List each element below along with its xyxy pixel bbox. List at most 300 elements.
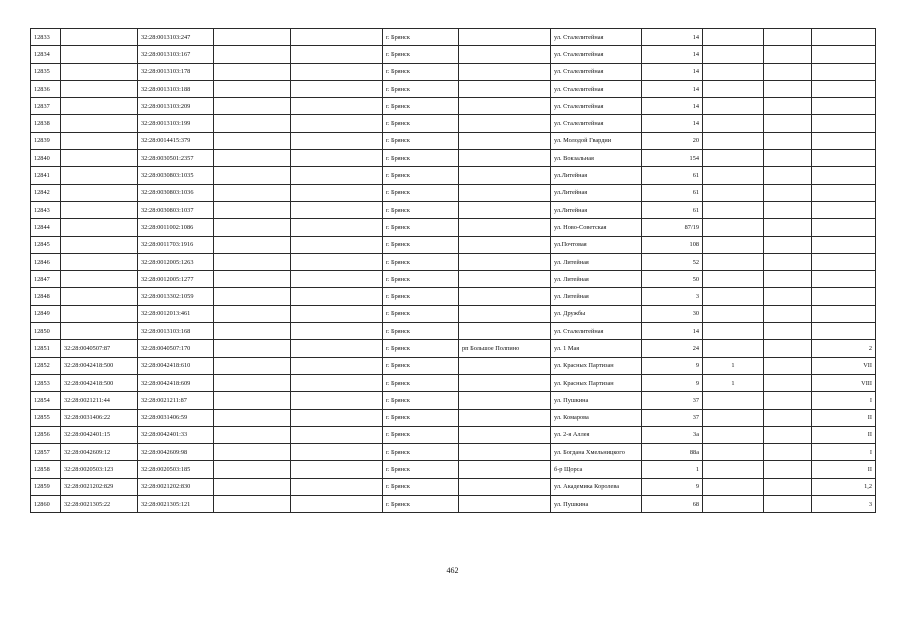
- cell-settlement: [459, 98, 551, 115]
- cell-settlement: [459, 374, 551, 391]
- cell-blank-col-11: [764, 201, 812, 218]
- table-row: [31, 167, 876, 184]
- register-table: [30, 28, 876, 513]
- cell-record-number: 12837: [31, 98, 61, 115]
- cell-house-number: 50: [642, 271, 703, 288]
- cell-house-number: 108: [642, 236, 703, 253]
- cell-settlement: [459, 80, 551, 97]
- cell-room: II: [812, 426, 876, 443]
- table-row: [31, 496, 876, 513]
- cell-blank-col-5: [291, 478, 383, 495]
- cell-street: ул. Красных Партизан: [551, 374, 642, 391]
- cell-blank-col-4: [214, 426, 291, 443]
- cell-blank-col-11: [764, 323, 812, 340]
- table-row: [31, 253, 876, 270]
- cell-record-number: 12851: [31, 340, 61, 357]
- cell-cadastral-number-object: 32:28:0014415:379: [138, 132, 214, 149]
- cell-city: г. Брянск: [383, 219, 459, 236]
- cell-house-number: 61: [642, 167, 703, 184]
- cell-blank-col-11: [764, 184, 812, 201]
- cell-settlement: [459, 271, 551, 288]
- cell-blank-col-11: [764, 63, 812, 80]
- cell-street: ул. Сталелитейная: [551, 29, 642, 46]
- cell-blank-col-11: [764, 236, 812, 253]
- cell-blank-col-4: [214, 63, 291, 80]
- cell-blank-col-4: [214, 167, 291, 184]
- cell-city: г. Брянск: [383, 271, 459, 288]
- cell-cadastral-number-object: 32:28:0031406:59: [138, 409, 214, 426]
- cell-blank-col-11: [764, 478, 812, 495]
- cell-house-number: 30: [642, 305, 703, 322]
- cell-cadastral-number-parcel: [61, 219, 138, 236]
- cell-blank-col-11: [764, 357, 812, 374]
- cell-blank-col-5: [291, 496, 383, 513]
- cell-street: б-р Щорса: [551, 461, 642, 478]
- cell-cadastral-number-object: 32:28:0013103:199: [138, 115, 214, 132]
- cell-blank-col-4: [214, 444, 291, 461]
- cell-house-number: 37: [642, 409, 703, 426]
- cell-room: 1,2: [812, 478, 876, 495]
- cell-street: ул. Пушкина: [551, 496, 642, 513]
- cell-cadastral-number-object: 32:28:0012005:1263: [138, 253, 214, 270]
- cell-cadastral-number-object: 32:28:0040507:170: [138, 340, 214, 357]
- table-row: [31, 288, 876, 305]
- cell-blank-col-4: [214, 461, 291, 478]
- cell-blank-col-4: [214, 340, 291, 357]
- cell-blank-col-4: [214, 132, 291, 149]
- cell-city: г. Брянск: [383, 323, 459, 340]
- cell-cadastral-number-parcel: 32:28:0042418:500: [61, 374, 138, 391]
- cell-settlement: [459, 478, 551, 495]
- cell-record-number: 12852: [31, 357, 61, 374]
- cell-settlement: [459, 167, 551, 184]
- cell-street: ул. Сталелитейная: [551, 63, 642, 80]
- cell-blank-col-4: [214, 305, 291, 322]
- cell-city: г. Брянск: [383, 132, 459, 149]
- cell-settlement: [459, 409, 551, 426]
- cell-street: ул. Литейная: [551, 253, 642, 270]
- table-row: [31, 323, 876, 340]
- cell-cadastral-number-parcel: [61, 98, 138, 115]
- cell-cadastral-number-parcel: [61, 132, 138, 149]
- cell-settlement: [459, 29, 551, 46]
- cell-street: ул. Сталелитейная: [551, 46, 642, 63]
- table-row: [31, 115, 876, 132]
- cell-blank-col-4: [214, 46, 291, 63]
- cell-building: [703, 444, 764, 461]
- cell-cadastral-number-parcel: 32:28:0031406:22: [61, 409, 138, 426]
- cell-cadastral-number-parcel: [61, 46, 138, 63]
- cell-record-number: 12846: [31, 253, 61, 270]
- cell-blank-col-5: [291, 167, 383, 184]
- cell-cadastral-number-parcel: [61, 323, 138, 340]
- cell-house-number: 154: [642, 150, 703, 167]
- cell-cadastral-number-object: 32:28:0021202:830: [138, 478, 214, 495]
- cell-street: ул.Литейная: [551, 184, 642, 201]
- cell-house-number: 88а: [642, 444, 703, 461]
- cell-cadastral-number-object: 32:28:0013103:209: [138, 98, 214, 115]
- cell-blank-col-4: [214, 409, 291, 426]
- cell-city: г. Брянск: [383, 409, 459, 426]
- cell-building: [703, 150, 764, 167]
- cell-settlement: [459, 219, 551, 236]
- cell-blank-col-11: [764, 29, 812, 46]
- cell-blank-col-11: [764, 98, 812, 115]
- cell-blank-col-11: [764, 115, 812, 132]
- cell-blank-col-11: [764, 426, 812, 443]
- cell-blank-col-5: [291, 392, 383, 409]
- table-row: [31, 271, 876, 288]
- cell-blank-col-4: [214, 496, 291, 513]
- cell-record-number: 12848: [31, 288, 61, 305]
- cell-house-number: 9: [642, 478, 703, 495]
- cell-room: [812, 80, 876, 97]
- cell-blank-col-4: [214, 253, 291, 270]
- cell-room: [812, 201, 876, 218]
- cell-blank-col-5: [291, 150, 383, 167]
- cell-building: [703, 271, 764, 288]
- cell-city: г. Брянск: [383, 46, 459, 63]
- cell-city: г. Брянск: [383, 496, 459, 513]
- table-row: [31, 46, 876, 63]
- cell-house-number: 14: [642, 80, 703, 97]
- cell-street: ул.Литейная: [551, 167, 642, 184]
- table-row: [31, 478, 876, 495]
- cell-cadastral-number-object: 32:28:0013103:168: [138, 323, 214, 340]
- cell-cadastral-number-object: 32:28:0021305:121: [138, 496, 214, 513]
- cell-building: [703, 253, 764, 270]
- cell-building: [703, 63, 764, 80]
- cell-cadastral-number-object: 32:28:0012005:1277: [138, 271, 214, 288]
- cell-room: [812, 150, 876, 167]
- cell-cadastral-number-parcel: [61, 167, 138, 184]
- cell-street: ул. Сталелитейная: [551, 98, 642, 115]
- cell-blank-col-11: [764, 46, 812, 63]
- table-row: [31, 305, 876, 322]
- cell-settlement: [459, 305, 551, 322]
- cell-record-number: 12834: [31, 46, 61, 63]
- cell-cadastral-number-parcel: [61, 63, 138, 80]
- table-row: [31, 150, 876, 167]
- cell-blank-col-4: [214, 236, 291, 253]
- cell-cadastral-number-object: 32:28:0030803:1035: [138, 167, 214, 184]
- cell-room: 3: [812, 496, 876, 513]
- cell-cadastral-number-parcel: 32:28:0042401:15: [61, 426, 138, 443]
- cell-house-number: 9: [642, 374, 703, 391]
- cell-record-number: 12843: [31, 201, 61, 218]
- cell-record-number: 12858: [31, 461, 61, 478]
- cell-blank-col-5: [291, 201, 383, 218]
- cell-cadastral-number-object: 32:28:0020503:185: [138, 461, 214, 478]
- cell-blank-col-11: [764, 461, 812, 478]
- cell-cadastral-number-parcel: [61, 201, 138, 218]
- cell-blank-col-4: [214, 478, 291, 495]
- cell-street: ул. 2-я Аллея: [551, 426, 642, 443]
- cell-record-number: 12841: [31, 167, 61, 184]
- table-body: [31, 29, 876, 513]
- cell-blank-col-11: [764, 340, 812, 357]
- cell-blank-col-4: [214, 357, 291, 374]
- cell-street: ул. Пушкина: [551, 392, 642, 409]
- cell-blank-col-5: [291, 444, 383, 461]
- cell-blank-col-5: [291, 271, 383, 288]
- cell-cadastral-number-parcel: 32:28:0040507:87: [61, 340, 138, 357]
- cell-record-number: 12840: [31, 150, 61, 167]
- cell-street: ул. Сталелитейная: [551, 80, 642, 97]
- cell-blank-col-11: [764, 219, 812, 236]
- cell-city: г. Брянск: [383, 115, 459, 132]
- cell-record-number: 12855: [31, 409, 61, 426]
- cell-building: [703, 323, 764, 340]
- table-row: [31, 219, 876, 236]
- cell-cadastral-number-object: 32:28:0042418:610: [138, 357, 214, 374]
- table-row: [31, 409, 876, 426]
- cell-street: ул. Молодой Гвардии: [551, 132, 642, 149]
- cell-room: 2: [812, 340, 876, 357]
- cell-settlement: [459, 461, 551, 478]
- cell-room: [812, 271, 876, 288]
- cell-city: г. Брянск: [383, 29, 459, 46]
- cell-settlement: [459, 323, 551, 340]
- cell-building: 1: [703, 357, 764, 374]
- cell-building: [703, 219, 764, 236]
- cell-blank-col-4: [214, 98, 291, 115]
- cell-building: [703, 29, 764, 46]
- cell-settlement: [459, 357, 551, 374]
- cell-blank-col-5: [291, 461, 383, 478]
- cell-settlement: [459, 288, 551, 305]
- cell-street: ул. 1 Мая: [551, 340, 642, 357]
- cell-blank-col-11: [764, 392, 812, 409]
- cell-blank-col-5: [291, 409, 383, 426]
- cell-record-number: 12839: [31, 132, 61, 149]
- cell-settlement: [459, 150, 551, 167]
- cell-cadastral-number-object: 32:28:0030501:2357: [138, 150, 214, 167]
- cell-room: [812, 115, 876, 132]
- cell-building: [703, 115, 764, 132]
- cell-cadastral-number-object: 32:28:0011703:1916: [138, 236, 214, 253]
- cell-cadastral-number-parcel: 32:28:0042609:12: [61, 444, 138, 461]
- cell-blank-col-11: [764, 271, 812, 288]
- cell-city: г. Брянск: [383, 98, 459, 115]
- cell-cadastral-number-parcel: [61, 288, 138, 305]
- cell-building: [703, 340, 764, 357]
- cell-building: [703, 461, 764, 478]
- cell-blank-col-4: [214, 323, 291, 340]
- cell-street: ул. Вокзальная: [551, 150, 642, 167]
- cell-blank-col-5: [291, 219, 383, 236]
- cell-street: ул. Ново-Советская: [551, 219, 642, 236]
- cell-blank-col-5: [291, 357, 383, 374]
- cell-blank-col-11: [764, 253, 812, 270]
- cell-room: [812, 132, 876, 149]
- cell-room: [812, 184, 876, 201]
- cell-settlement: [459, 496, 551, 513]
- table-row: [31, 357, 876, 374]
- cell-settlement: рп Большое Полпино: [459, 340, 551, 357]
- cell-street: ул. Богдана Хмельницкого: [551, 444, 642, 461]
- cell-record-number: 12836: [31, 80, 61, 97]
- cell-blank-col-11: [764, 167, 812, 184]
- cell-room: VII: [812, 357, 876, 374]
- cell-blank-col-4: [214, 288, 291, 305]
- cell-cadastral-number-parcel: 32:28:0021305:22: [61, 496, 138, 513]
- cell-blank-col-5: [291, 340, 383, 357]
- cell-blank-col-5: [291, 236, 383, 253]
- cell-street: ул. Комарова: [551, 409, 642, 426]
- cell-house-number: 3а: [642, 426, 703, 443]
- cell-street: ул.Литейная: [551, 201, 642, 218]
- cell-room: [812, 253, 876, 270]
- cell-cadastral-number-object: 32:28:0042418:609: [138, 374, 214, 391]
- page-number: 462: [446, 566, 459, 575]
- table-row: [31, 426, 876, 443]
- cell-blank-col-5: [291, 305, 383, 322]
- table-row: [31, 340, 876, 357]
- cell-blank-col-5: [291, 29, 383, 46]
- cell-city: г. Брянск: [383, 63, 459, 80]
- cell-record-number: 12849: [31, 305, 61, 322]
- cell-blank-col-4: [214, 219, 291, 236]
- cell-house-number: 1: [642, 461, 703, 478]
- cell-record-number: 12854: [31, 392, 61, 409]
- cell-house-number: 68: [642, 496, 703, 513]
- cell-city: г. Брянск: [383, 236, 459, 253]
- cell-blank-col-11: [764, 305, 812, 322]
- table-row: [31, 444, 876, 461]
- cell-house-number: 52: [642, 253, 703, 270]
- cell-city: г. Брянск: [383, 392, 459, 409]
- cell-city: г. Брянск: [383, 444, 459, 461]
- cell-blank-col-5: [291, 374, 383, 391]
- cell-blank-col-11: [764, 409, 812, 426]
- cell-blank-col-4: [214, 392, 291, 409]
- cell-room: [812, 167, 876, 184]
- cell-blank-col-11: [764, 288, 812, 305]
- cell-building: [703, 478, 764, 495]
- cell-cadastral-number-parcel: [61, 115, 138, 132]
- cell-room: [812, 29, 876, 46]
- cell-city: г. Брянск: [383, 305, 459, 322]
- cell-blank-col-5: [291, 115, 383, 132]
- cell-house-number: 24: [642, 340, 703, 357]
- cell-building: [703, 98, 764, 115]
- cell-building: [703, 236, 764, 253]
- cell-cadastral-number-object: 32:28:0030803:1037: [138, 201, 214, 218]
- cell-room: [812, 98, 876, 115]
- cell-blank-col-4: [214, 80, 291, 97]
- cell-room: [812, 323, 876, 340]
- cell-cadastral-number-object: 32:28:0013103:178: [138, 63, 214, 80]
- cell-room: [812, 236, 876, 253]
- cell-cadastral-number-parcel: 32:28:0020503:123: [61, 461, 138, 478]
- table-row: [31, 184, 876, 201]
- cell-city: г. Брянск: [383, 150, 459, 167]
- cell-building: [703, 305, 764, 322]
- cell-cadastral-number-object: 32:28:0021211:87: [138, 392, 214, 409]
- cell-city: г. Брянск: [383, 340, 459, 357]
- cell-blank-col-4: [214, 271, 291, 288]
- cell-blank-col-11: [764, 80, 812, 97]
- cell-blank-col-11: [764, 374, 812, 391]
- cell-building: [703, 80, 764, 97]
- cell-cadastral-number-object: 32:28:0030803:1036: [138, 184, 214, 201]
- cell-blank-col-4: [214, 115, 291, 132]
- table-row: [31, 461, 876, 478]
- cell-settlement: [459, 46, 551, 63]
- cell-room: [812, 288, 876, 305]
- table-row: [31, 236, 876, 253]
- cell-record-number: 12833: [31, 29, 61, 46]
- cell-house-number: 14: [642, 323, 703, 340]
- cell-city: г. Брянск: [383, 167, 459, 184]
- cell-city: г. Брянск: [383, 478, 459, 495]
- cell-city: г. Брянск: [383, 201, 459, 218]
- cell-record-number: 12847: [31, 271, 61, 288]
- cell-street: ул.Почтовая: [551, 236, 642, 253]
- cell-settlement: [459, 184, 551, 201]
- cell-record-number: 12860: [31, 496, 61, 513]
- table-row: [31, 98, 876, 115]
- cell-street: ул. Литейная: [551, 271, 642, 288]
- cell-cadastral-number-object: 32:28:0013103:167: [138, 46, 214, 63]
- cell-city: г. Брянск: [383, 288, 459, 305]
- cell-building: [703, 409, 764, 426]
- cell-cadastral-number-parcel: [61, 253, 138, 270]
- cell-house-number: 14: [642, 29, 703, 46]
- cell-cadastral-number-parcel: [61, 236, 138, 253]
- cell-settlement: [459, 392, 551, 409]
- cell-room: VIII: [812, 374, 876, 391]
- cell-record-number: 12850: [31, 323, 61, 340]
- cell-house-number: 61: [642, 201, 703, 218]
- cell-house-number: 14: [642, 115, 703, 132]
- cell-record-number: 12838: [31, 115, 61, 132]
- cell-blank-col-5: [291, 184, 383, 201]
- cell-street: ул. Красных Партизан: [551, 357, 642, 374]
- cell-room: I: [812, 392, 876, 409]
- cell-street: ул. Литейная: [551, 288, 642, 305]
- cell-blank-col-5: [291, 46, 383, 63]
- cell-room: [812, 63, 876, 80]
- cell-city: г. Брянск: [383, 461, 459, 478]
- table-row: [31, 29, 876, 46]
- cell-record-number: 12853: [31, 374, 61, 391]
- cell-house-number: 37: [642, 392, 703, 409]
- cell-cadastral-number-parcel: [61, 305, 138, 322]
- cell-building: [703, 392, 764, 409]
- cell-cadastral-number-object: 32:28:0013103:188: [138, 80, 214, 97]
- cell-house-number: 20: [642, 132, 703, 149]
- cell-blank-col-5: [291, 323, 383, 340]
- cell-settlement: [459, 253, 551, 270]
- cell-cadastral-number-parcel: 32:28:0042418:500: [61, 357, 138, 374]
- cell-city: г. Брянск: [383, 357, 459, 374]
- cell-blank-col-5: [291, 253, 383, 270]
- cell-record-number: 12835: [31, 63, 61, 80]
- cell-city: г. Брянск: [383, 80, 459, 97]
- cell-city: г. Брянск: [383, 253, 459, 270]
- cell-cadastral-number-object: 32:28:0042609:98: [138, 444, 214, 461]
- table-row: [31, 63, 876, 80]
- table-row: [31, 201, 876, 218]
- cell-cadastral-number-object: 32:28:0042401:33: [138, 426, 214, 443]
- table-row: [31, 392, 876, 409]
- cell-cadastral-number-object: 32:28:0011002:1086: [138, 219, 214, 236]
- cell-blank-col-11: [764, 150, 812, 167]
- cell-street: ул. Сталелитейная: [551, 115, 642, 132]
- cell-building: [703, 496, 764, 513]
